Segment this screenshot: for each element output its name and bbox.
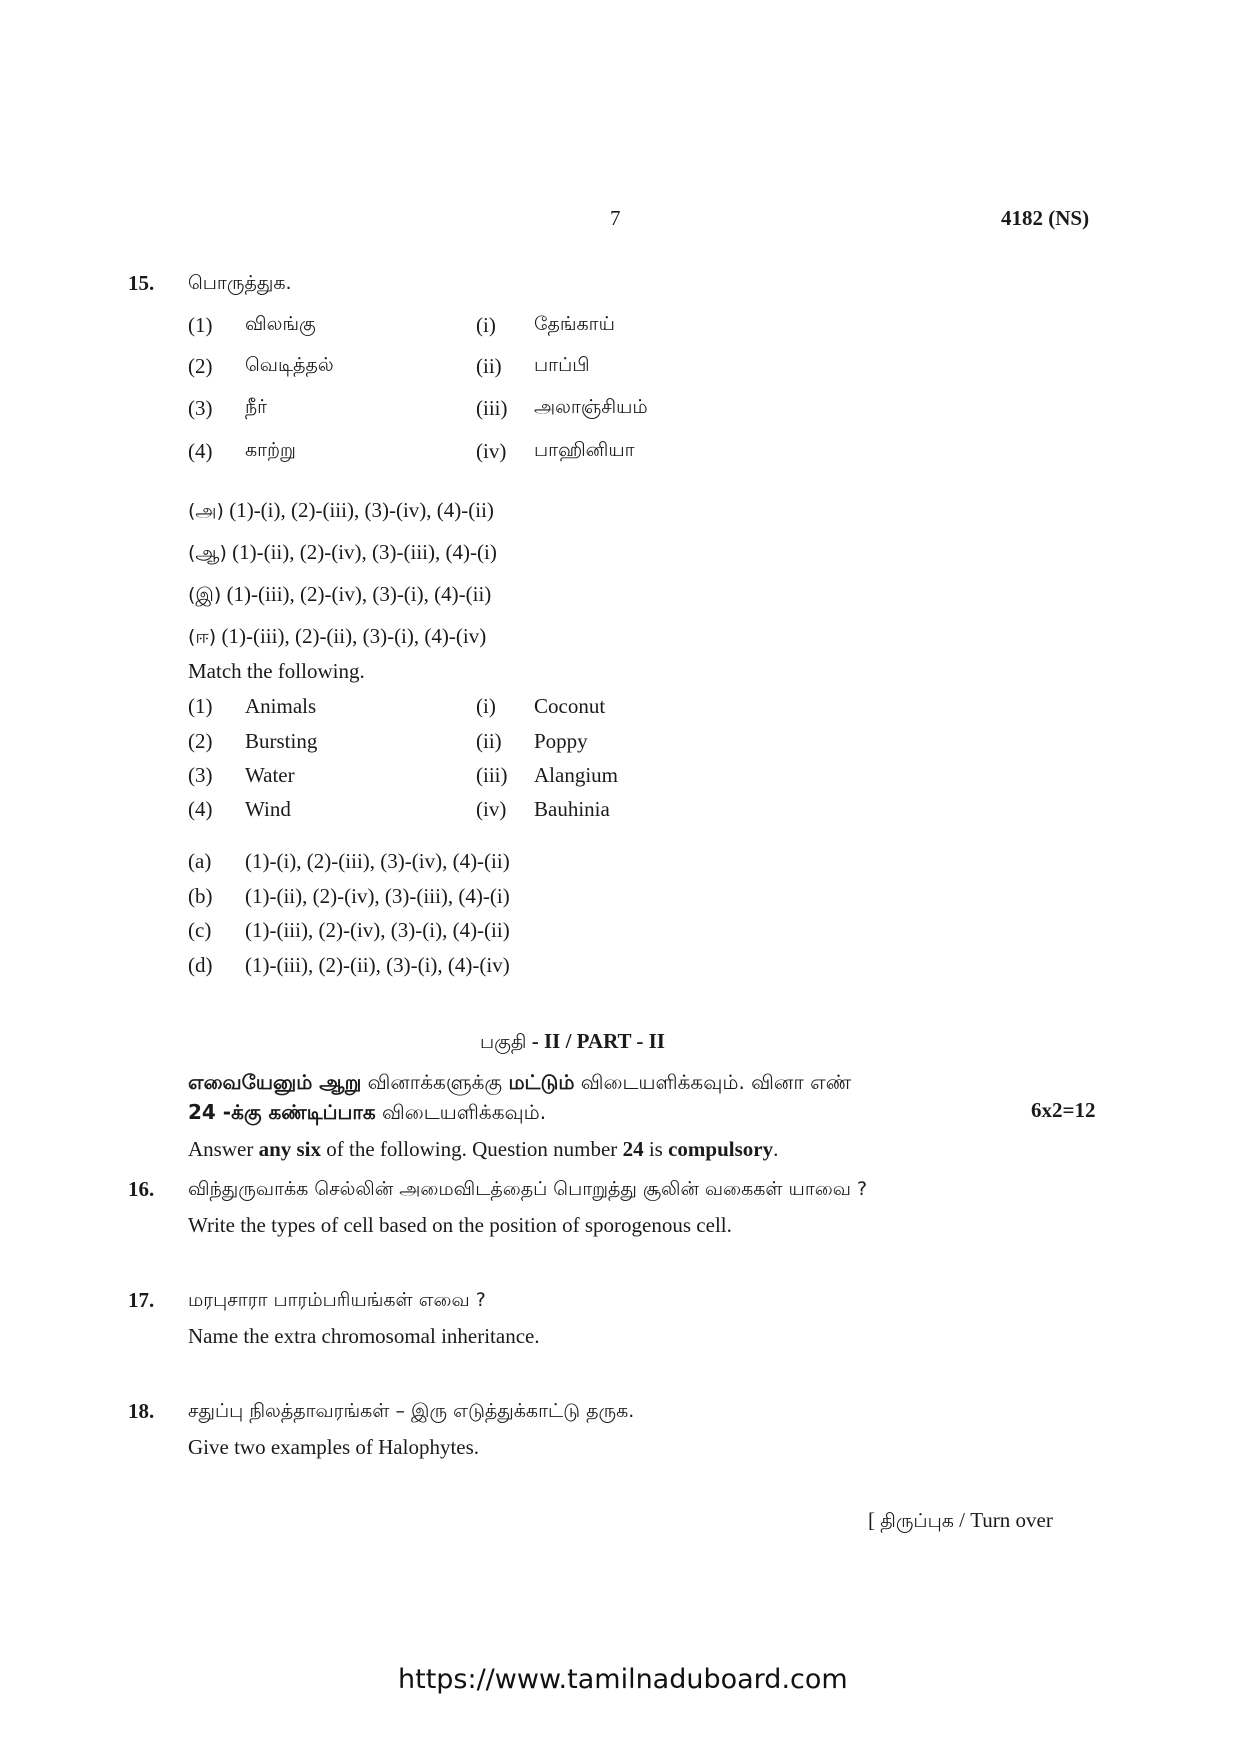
instr-text: விடையளிக்கவும். வினா எண் (574, 1070, 852, 1094)
q15-en-right-text: Poppy (534, 729, 588, 753)
q15-ta-right-text: அலாஞ்சியம் (534, 396, 648, 418)
q15-ta-right-text: பாப்பி (534, 354, 590, 376)
question-18-english: Give two examples of Halophytes. (188, 1435, 480, 1459)
option-label: (இ) (188, 584, 222, 606)
q15-en-right-num: (iv) (476, 797, 507, 821)
q15-ta-left-num: (2) (188, 354, 213, 378)
q15-en-option-label[interactable]: (a) (188, 849, 212, 873)
turn-over-tamil: திருப்புக (880, 1510, 954, 1532)
q15-ta-option[interactable] (188, 540, 497, 567)
q15-en-left-text: Water (245, 763, 295, 787)
q15-en-right-num: (iii) (476, 763, 508, 787)
question-16-english: Write the types of cell based on the position of sporogenous cell. (188, 1213, 732, 1237)
turn-over-rest: / Turn over (953, 1508, 1053, 1532)
marks-allocation: 6x2=12 (1031, 1098, 1096, 1122)
q15-en-left-num: (1) (188, 694, 213, 718)
question-16-tamil: விந்துருவாக்க செல்லின் அமைவிடத்தைப் பொறுத்து சூலின் வகைகள் யாவை ? (188, 1178, 868, 1200)
q15-en-left-num: (2) (188, 729, 213, 753)
instr-bold: மட்டும் (508, 1070, 575, 1094)
q15-ta-right-num: (iv) (476, 439, 507, 463)
q15-ta-right-num: (i) (476, 313, 496, 337)
turn-over-bracket: [ (868, 1508, 881, 1532)
q15-ta-option[interactable] (188, 498, 494, 525)
question-number-15: 15. (128, 271, 155, 295)
instruction-tamil-line2 (188, 1100, 546, 1127)
q15-en-right-text: Bauhinia (534, 797, 610, 821)
q15-en-right-text: Coconut (534, 694, 606, 718)
q15-en-left-num: (3) (188, 763, 213, 787)
instr-bold: any six (258, 1137, 322, 1161)
paper-code: 4182 (NS) (1001, 206, 1090, 230)
question-18-tamil: சதுப்பு நிலத்தாவரங்கள் – இரு எடுத்துக்காட்டு தருக. (188, 1400, 635, 1422)
q15-english-title: Match the following. (188, 659, 365, 683)
instruction-tamil-line1 (188, 1070, 851, 1097)
option-label: (ஈ) (188, 626, 217, 648)
instr-bold: 24 -க்கு கண்டிப்பாக (188, 1100, 376, 1124)
instr-bold: compulsory (668, 1137, 774, 1161)
part-heading-rest: - II / PART - II (526, 1029, 665, 1053)
q15-en-option-label[interactable]: (c) (188, 918, 212, 942)
q15-ta-left-text: வெடித்தல் (245, 354, 334, 376)
q15-en-left-num: (4) (188, 797, 213, 821)
question-number-17: 17. (128, 1288, 155, 1312)
q15-en-option-label[interactable]: (b) (188, 884, 213, 908)
option-text: (1)-(ii), (2)-(iv), (3)-(iii), (4)-(i) (232, 540, 497, 564)
turn-over-note (868, 1508, 1053, 1535)
q15-ta-option[interactable] (188, 582, 491, 609)
q15-ta-left-num: (4) (188, 439, 213, 463)
q15-en-left-text: Bursting (245, 729, 318, 753)
option-text: (1)-(iii), (2)-(iv), (3)-(i), (4)-(ii) (226, 582, 492, 606)
q15-en-option-text: (1)-(iii), (2)-(iv), (3)-(i), (4)-(ii) (245, 918, 510, 942)
page-number: 7 (610, 206, 621, 230)
q15-ta-left-num: (3) (188, 396, 213, 420)
option-label: (ஆ) (188, 542, 227, 564)
instr-bold: எவையேனும் ஆறு (188, 1070, 362, 1094)
q15-ta-left-text: காற்று (245, 439, 296, 461)
q15-ta-left-text: நீர் (245, 396, 268, 418)
q15-en-option-label[interactable]: (d) (188, 953, 213, 977)
option-text: (1)-(iii), (2)-(ii), (3)-(i), (4)-(iv) (221, 624, 487, 648)
q15-en-left-text: Animals (245, 694, 317, 718)
q15-en-right-text: Alangium (534, 763, 618, 787)
instr-text: Answer (188, 1137, 259, 1161)
q15-en-option-text: (1)-(ii), (2)-(iv), (3)-(iii), (4)-(i) (245, 884, 510, 908)
question-number-16: 16. (128, 1177, 155, 1201)
option-text: (1)-(i), (2)-(iii), (3)-(iv), (4)-(ii) (229, 498, 494, 522)
instr-text: வினாக்களுக்கு (361, 1070, 509, 1094)
question-number-18: 18. (128, 1399, 155, 1423)
q15-en-option-text: (1)-(i), (2)-(iii), (3)-(iv), (4)-(ii) (245, 849, 510, 873)
q15-en-right-num: (ii) (476, 729, 502, 753)
part-heading-tamil: பகுதி (480, 1031, 527, 1053)
question-17-english: Name the extra chromosomal inheritance. (188, 1324, 540, 1348)
instr-text: விடையளிக்கவும். (375, 1100, 547, 1124)
question-17-tamil: மரபுசாரா பாரம்பரியங்கள் எவை ? (188, 1289, 486, 1311)
q15-ta-option[interactable] (188, 624, 486, 651)
instr-text: is (643, 1137, 669, 1161)
q15-en-right-num: (i) (476, 694, 496, 718)
part-heading (480, 1029, 665, 1056)
q15-ta-left-text: விலங்கு (245, 313, 316, 335)
q15-ta-right-num: (iii) (476, 396, 508, 420)
q15-en-option-text: (1)-(iii), (2)-(ii), (3)-(i), (4)-(iv) (245, 953, 510, 977)
q15-ta-left-num: (1) (188, 313, 213, 337)
q15-ta-right-num: (ii) (476, 354, 502, 378)
option-label: (அ) (188, 500, 224, 522)
q15-en-left-text: Wind (245, 797, 291, 821)
q15-tamil-title: பொருத்துக. (188, 272, 292, 294)
instr-text: of the following. Question number (321, 1137, 623, 1161)
instruction-english (188, 1137, 778, 1162)
instr-text: . (773, 1137, 779, 1161)
q15-ta-right-text: தேங்காய் (534, 313, 615, 335)
instr-bold: 24 (622, 1137, 644, 1161)
q15-ta-right-text: பாஹினியா (534, 439, 635, 461)
website-url-link[interactable]: https://www.tamilnaduboard.com (398, 1664, 848, 1695)
